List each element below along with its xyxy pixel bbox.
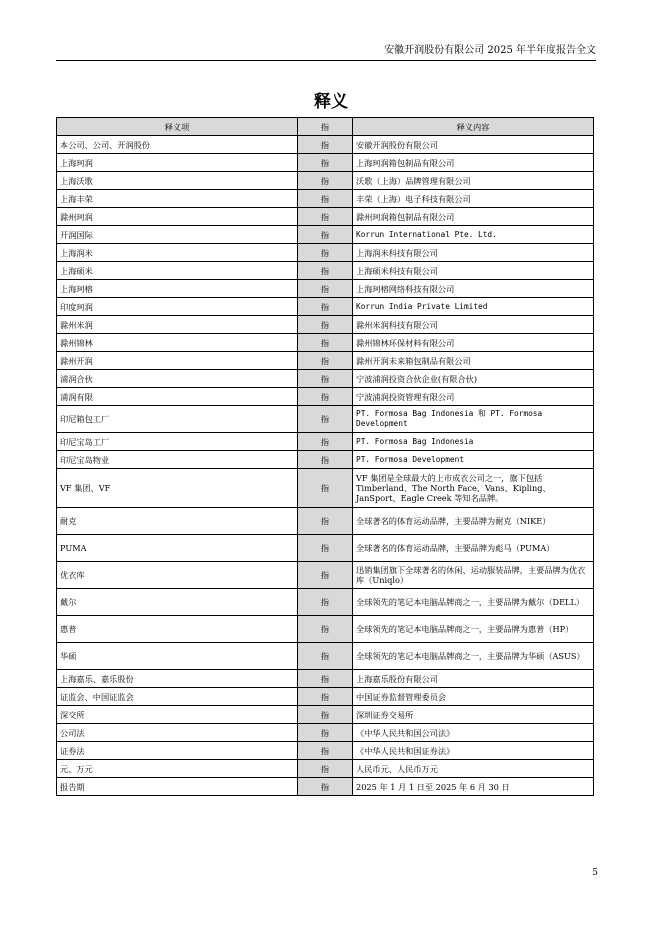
sep-cell: 指 — [298, 244, 353, 262]
sep-cell: 指 — [298, 406, 353, 433]
sep-cell: 指 — [298, 742, 353, 760]
table-row — [57, 154, 594, 172]
definitions-table — [56, 117, 594, 796]
definition-cell: 安徽开润股份有限公司 — [353, 136, 594, 154]
table-row — [57, 262, 594, 280]
definition-cell: 《中华人民共和国证券法》 — [353, 742, 594, 760]
sep-cell: 指 — [298, 670, 353, 688]
table-row — [57, 760, 594, 778]
sep-cell: 指 — [298, 778, 353, 796]
term-cell: 上海珂润 — [57, 154, 298, 172]
definition-cell: PT. Formosa Bag Indonesia 和 PT. Formosa Development — [353, 406, 594, 433]
table-row — [57, 706, 594, 724]
sep-cell: 指 — [298, 451, 353, 469]
term-cell: 深交所 — [57, 706, 298, 724]
sep-cell: 指 — [298, 154, 353, 172]
term-cell: 证监会、中国证监会 — [57, 688, 298, 706]
term-cell: 滁州珂润 — [57, 208, 298, 226]
definition-cell: 全球著名的体育运动品牌，主要品牌为耐克（NIKE） — [353, 508, 594, 535]
definition-cell: 沃歌（上海）品牌管理有限公司 — [353, 172, 594, 190]
term-cell: 上海珂榕 — [57, 280, 298, 298]
term-cell: 滁州开润 — [57, 352, 298, 370]
table-row — [57, 406, 594, 433]
term-cell: 上海嘉乐、嘉乐股份 — [57, 670, 298, 688]
definition-cell: 迅销集团旗下全球著名的休闲、运动服装品牌，主要品牌为优衣库（Uniqlo） — [353, 562, 594, 589]
definition-cell: 全球领先的笔记本电脑品牌商之一，主要品牌为戴尔（DELL） — [353, 589, 594, 616]
term-cell: 印尼箱包工厂 — [57, 406, 298, 433]
sep-cell: 指 — [298, 136, 353, 154]
table-row — [57, 742, 594, 760]
term-cell: 上海沃歌 — [57, 172, 298, 190]
table-row — [57, 433, 594, 451]
table-row — [57, 469, 594, 508]
term-cell: VF 集团、VF — [57, 469, 298, 508]
definition-cell: 2025 年 1 月 1 日至 2025 年 6 月 30 日 — [353, 778, 594, 796]
term-cell: 戴尔 — [57, 589, 298, 616]
table-row — [57, 208, 594, 226]
definition-cell: 中国证券监督管理委员会 — [353, 688, 594, 706]
definition-cell: 丰荣（上海）电子科技有限公司 — [353, 190, 594, 208]
term-cell: 上海润米 — [57, 244, 298, 262]
definition-cell: 上海珂润箱包制品有限公司 — [353, 154, 594, 172]
sep-cell: 指 — [298, 208, 353, 226]
term-cell: 本公司、公司、开润股份 — [57, 136, 298, 154]
definition-cell: 上海润米科技有限公司 — [353, 244, 594, 262]
sep-cell: 指 — [298, 262, 353, 280]
term-cell: 印尼宝岛工厂 — [57, 433, 298, 451]
term-cell: 上海硕米 — [57, 262, 298, 280]
table-row — [57, 616, 594, 643]
sep-cell: 指 — [298, 469, 353, 508]
definition-cell: Korrun International Pte. Ltd. — [353, 226, 594, 244]
sep-cell: 指 — [298, 388, 353, 406]
term-cell: 上海丰荣 — [57, 190, 298, 208]
table-row — [57, 589, 594, 616]
table-row — [57, 226, 594, 244]
sep-cell: 指 — [298, 280, 353, 298]
definition-cell: 《中华人民共和国公司法》 — [353, 724, 594, 742]
definition-cell: 宁波浦润投资合伙企业(有限合伙) — [353, 370, 594, 388]
sep-cell: 指 — [298, 562, 353, 589]
definition-cell: 上海嘉乐股份有限公司 — [353, 670, 594, 688]
term-cell: 证券法 — [57, 742, 298, 760]
table-row — [57, 451, 594, 469]
table-row — [57, 562, 594, 589]
sep-cell: 指 — [298, 316, 353, 334]
definition-cell: 滁州锦林环保材料有限公司 — [353, 334, 594, 352]
page-number: 5 — [592, 868, 598, 878]
sep-cell: 指 — [298, 334, 353, 352]
term-cell: 滁州米润 — [57, 316, 298, 334]
definition-cell: PT. Formosa Development — [353, 451, 594, 469]
term-cell: 滁州锦林 — [57, 334, 298, 352]
definition-cell: 全球领先的笔记本电脑品牌商之一，主要品牌为华硕（ASUS） — [353, 643, 594, 670]
table-row — [57, 298, 594, 316]
definition-cell: 滁州开润未来箱包制品有限公司 — [353, 352, 594, 370]
table-row — [57, 688, 594, 706]
sep-cell: 指 — [298, 589, 353, 616]
table-row — [57, 172, 594, 190]
term-cell: 浦润有限 — [57, 388, 298, 406]
sep-cell: 指 — [298, 688, 353, 706]
table-row — [57, 508, 594, 535]
table-row — [57, 388, 594, 406]
term-cell: 开润国际 — [57, 226, 298, 244]
page-title: 释义 — [314, 92, 348, 112]
sep-cell: 指 — [298, 706, 353, 724]
table-row — [57, 778, 594, 796]
definition-cell: 全球著名的体育运动品牌，主要品牌为彪马（PUMA） — [353, 535, 594, 562]
definition-cell: VF 集团是全球最大的上市成衣公司之一，旗下包括 Timberland、The North Face、Vans、Kipling、JanSport、Eagle Creek 等知名品牌。 — [353, 469, 594, 508]
sep-cell: 指 — [298, 172, 353, 190]
table-row — [57, 370, 594, 388]
table-row — [57, 352, 594, 370]
sep-cell: 指 — [298, 616, 353, 643]
term-cell: 耐克 — [57, 508, 298, 535]
table-row — [57, 316, 594, 334]
definition-cell: 全球领先的笔记本电脑品牌商之一，主要品牌为惠普（HP） — [353, 616, 594, 643]
term-cell: 浦润合伙 — [57, 370, 298, 388]
table-row — [57, 334, 594, 352]
definition-cell: 人民币元、人民币万元 — [353, 760, 594, 778]
term-cell: 印度珂润 — [57, 298, 298, 316]
definition-cell: 宁波浦润投资管理有限公司 — [353, 388, 594, 406]
table-row — [57, 136, 594, 154]
column-header-sep: 指 — [298, 118, 353, 136]
term-cell: 华硕 — [57, 643, 298, 670]
sep-cell: 指 — [298, 190, 353, 208]
definition-cell: 上海珂榕网络科技有限公司 — [353, 280, 594, 298]
running-header: 安徽开润股份有限公司 2025 年半年度报告全文 — [384, 45, 596, 56]
definition-cell: Korrun India Private Limited — [353, 298, 594, 316]
sep-cell: 指 — [298, 508, 353, 535]
sep-cell: 指 — [298, 724, 353, 742]
table-row — [57, 724, 594, 742]
definition-cell: PT. Formosa Bag Indonesia — [353, 433, 594, 451]
definition-cell: 滁州米润科技有限公司 — [353, 316, 594, 334]
definition-cell: 滁州珂润箱包制品有限公司 — [353, 208, 594, 226]
table-row — [57, 190, 594, 208]
table-row — [57, 280, 594, 298]
definition-cell: 上海硕米科技有限公司 — [353, 262, 594, 280]
sep-cell: 指 — [298, 298, 353, 316]
definition-cell: 深圳证券交易所 — [353, 706, 594, 724]
table-row — [57, 670, 594, 688]
sep-cell: 指 — [298, 643, 353, 670]
sep-cell: 指 — [298, 370, 353, 388]
sep-cell: 指 — [298, 352, 353, 370]
header-divider — [56, 60, 596, 61]
table-row — [57, 535, 594, 562]
sep-cell: 指 — [298, 760, 353, 778]
term-cell: 公司法 — [57, 724, 298, 742]
table-row — [57, 244, 594, 262]
term-cell: 报告期 — [57, 778, 298, 796]
column-header-definition: 释义内容 — [353, 118, 594, 136]
table-row — [57, 643, 594, 670]
term-cell: 惠普 — [57, 616, 298, 643]
column-header-term: 释义项 — [57, 118, 298, 136]
term-cell: 印尼宝岛物业 — [57, 451, 298, 469]
table-header-row — [57, 118, 594, 136]
term-cell: PUMA — [57, 535, 298, 562]
sep-cell: 指 — [298, 535, 353, 562]
sep-cell: 指 — [298, 226, 353, 244]
term-cell: 优衣库 — [57, 562, 298, 589]
sep-cell: 指 — [298, 433, 353, 451]
term-cell: 元、万元 — [57, 760, 298, 778]
